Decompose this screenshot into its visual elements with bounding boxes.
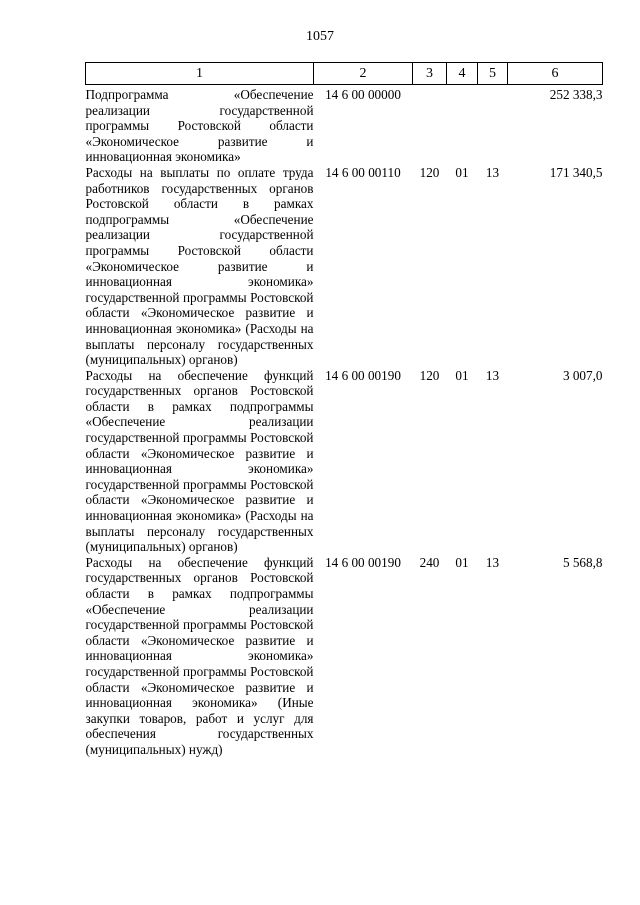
header-col-1: 1 [86,63,314,85]
row-expense-type: 120 [419,164,440,180]
row-amount: 3 007,0 [562,367,603,383]
table-row [86,165,603,368]
row-target-code: 14 6 00 00190 [325,554,401,570]
row-target-code: 14 6 00 00110 [325,164,401,180]
table-header [86,63,603,85]
row-section [447,85,478,165]
row-section: 01 [455,367,469,383]
table-row [86,368,603,555]
header-col-2: 2 [314,63,413,85]
header-col-5: 5 [478,63,508,85]
row-subsection [478,85,508,165]
row-name: Расходы на обеспечение функций государственных органов Ростовской области в рамках подпрограммы «Обеспечение реализации государственной программы Ростовской области «Экономическое развитие и инновационная экономика» государственной программы Ростовской области «Экономическое развитие и инновационная экономика» (Иные закупки товаров, работ и услуг для обеспечения государственных (муниципальных) нужд) [85,554,314,757]
table-row [86,555,603,758]
row-name: Расходы на обеспечение функций государственных органов Ростовской области в рамках подпрограммы «Обеспечение реализации государственной программы Ростовской области «Экономическое развитие и инновационная экономика» государственной программы Ростовской области «Экономическое развитие и инновационная экономика» (Расходы на выплаты персоналу государственных (муниципальных) органов) [85,367,314,555]
row-amount: 5 568,8 [562,554,603,570]
row-expense-type [413,85,447,165]
row-target-code: 14 6 00 00000 [325,87,401,102]
row-section: 01 [455,554,469,570]
row-expense-type: 240 [419,554,440,570]
row-name: Подпрограмма «Обеспечение реализации государственной программы Ростовской области «Экономическое развитие и инновационная экономика» [85,87,314,165]
row-section: 01 [455,164,469,180]
page-number: 1057 [306,29,334,44]
row-target-code: 14 6 00 00190 [325,367,401,383]
budget-table [85,62,603,758]
header-col-3: 3 [413,63,447,85]
header-col-6: 6 [508,63,603,85]
row-amount: 252 338,3 [549,87,603,102]
header-row [86,63,603,85]
row-expense-type: 120 [419,367,440,383]
header-col-4: 4 [447,63,478,85]
row-subsection: 13 [485,554,500,570]
row-amount: 171 340,5 [549,164,603,180]
row-name: Расходы на выплаты по оплате труда работников государственных органов Ростовской области в рамках подпрограммы «Обеспечение реализации государственной программы Ростовской области «Экономическое развитие и инновационная экономика» государственной программы Ростовской области «Экономическое развитие и инновационная экономика» (Расходы на выплаты персоналу государственных (муниципальных) органов) [85,164,314,368]
row-subsection: 13 [485,367,500,383]
table-row [86,85,603,165]
row-subsection: 13 [485,164,500,180]
table-body [86,85,603,758]
